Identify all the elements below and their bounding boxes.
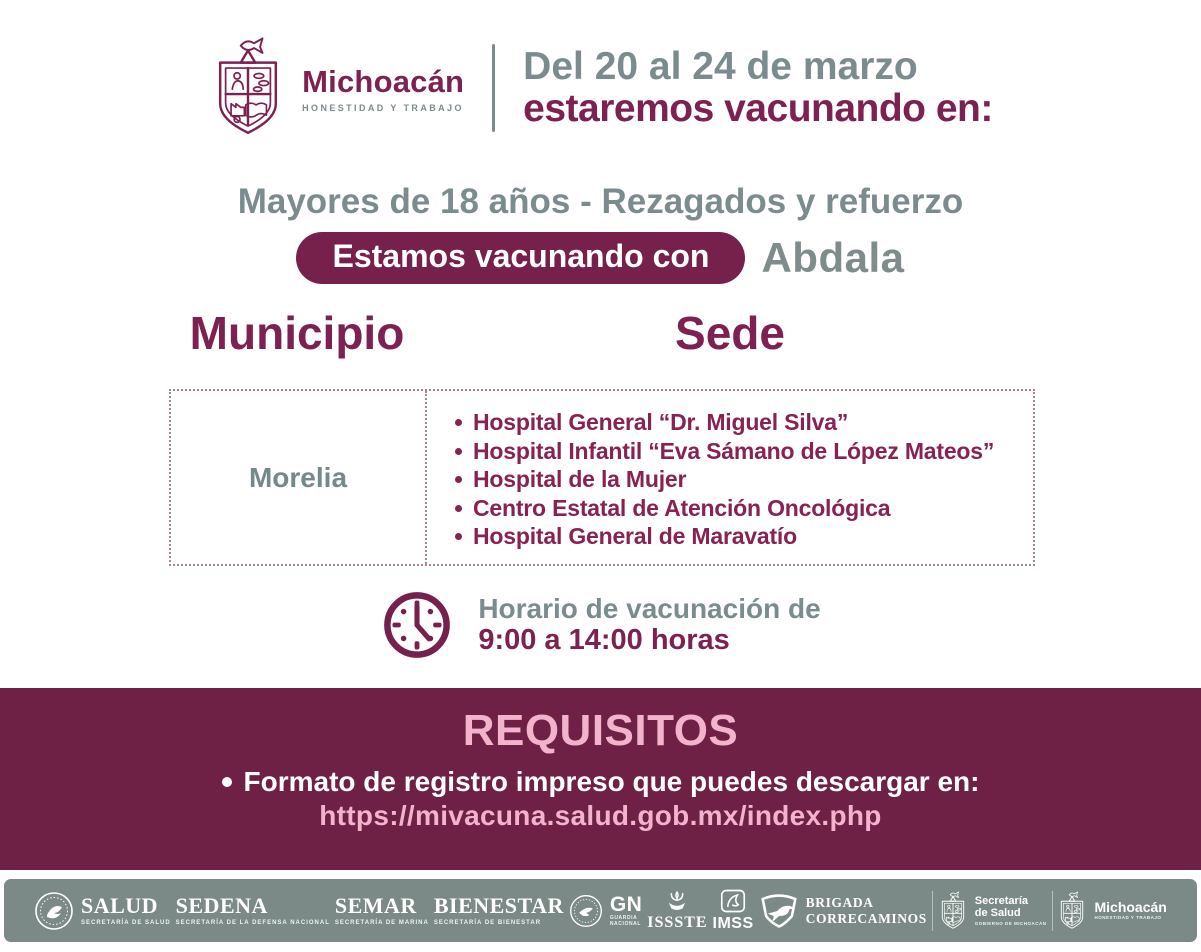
institution-logo-bar	[4, 879, 1197, 942]
brand-name: Michoacán	[302, 63, 465, 99]
logo-bienestar	[434, 895, 564, 926]
header	[0, 36, 1201, 140]
logo-title: ISSSTE	[647, 913, 708, 931]
clock-icon	[380, 588, 454, 662]
vaccine-row	[0, 232, 1201, 284]
michoacan-brand	[208, 36, 464, 140]
date-range: Del 20 al 24 de marzo	[523, 44, 918, 88]
logo-sedena	[176, 895, 330, 926]
logo-salud	[34, 891, 171, 931]
logo-separator	[932, 891, 933, 931]
logo-subtitle: SECRETARÍA DE LA DEFENSA NACIONAL	[175, 920, 330, 926]
sede-item: Hospital de la Mujer	[453, 465, 1023, 494]
requirement-text: Formato de registro impreso que puedes descargar en:	[243, 766, 980, 797]
logo-subtitle: SECRETARÍA DE BIENESTAR	[433, 920, 542, 926]
requirements-section	[0, 688, 1201, 870]
logo-title: IMSS	[712, 914, 754, 932]
logo-title: SALUD	[81, 893, 159, 918]
bullet-icon	[222, 777, 232, 787]
announcement-line: estaremos vacunando en:	[523, 87, 993, 130]
vaccine-name: Abdala	[761, 234, 905, 281]
logo-subtitle: SECRETARÍA DE SALUD	[81, 920, 171, 926]
correcaminos-shield-icon	[759, 893, 799, 929]
requirement-item	[222, 766, 980, 798]
logo-title: BIENESTAR	[433, 893, 564, 918]
vaccinating-with-pill: Estamos vacunando con	[296, 232, 745, 284]
logo-issste	[647, 890, 707, 932]
municipio-header: Municipio	[189, 307, 405, 359]
logo-michoacan-gobierno	[1057, 891, 1166, 931]
header-divider	[492, 44, 495, 132]
logo-brigada-correcaminos	[759, 893, 927, 929]
header-title	[523, 46, 993, 130]
guardia-nacional-seal-icon	[569, 894, 603, 928]
sede-item: Hospital General de Maravatío	[453, 522, 1023, 551]
logo-title: BRIGADA CORRECAMINOS	[805, 894, 927, 926]
sede-item: Hospital Infantil “Eva Sámano de López Mateos”	[453, 437, 1023, 466]
municipio-cell: Morelia	[248, 461, 348, 493]
logo-subtitle: HONESTIDAD Y TRABAJO	[1094, 915, 1162, 921]
registration-url[interactable]: https://mivacuna.salud.gob.mx/index.php	[319, 800, 882, 831]
logo-imss	[713, 889, 754, 933]
michoacan-coat-of-arms-icon	[938, 891, 968, 931]
requirements-title: REQUISITOS	[462, 706, 739, 755]
logo-subtitle: GOBIERNO DE MICHOACÁN	[974, 920, 1047, 926]
logo-title: GN	[609, 892, 643, 916]
logo-subtitle: SECRETARÍA DE MARINA	[334, 920, 429, 926]
imss-emblem-icon	[720, 889, 746, 913]
audience-subtitle: Mayores de 18 años - Rezagados y refuerzo	[237, 182, 964, 221]
logo-semar	[335, 895, 429, 926]
sede-header: Sede	[675, 307, 785, 359]
logo-title: Michoacán	[1094, 899, 1167, 916]
logo-subtitle: GUARDIA NACIONAL	[609, 914, 642, 927]
sede-item: Centro Estatal de Atención Oncológica	[453, 494, 1023, 523]
michoacan-coat-of-arms-icon	[1057, 891, 1087, 931]
logo-title: SEDENA	[175, 893, 268, 918]
logo-secretaria-salud-michoacan	[938, 891, 1047, 931]
brand-text	[302, 64, 464, 113]
logo-title: SEMAR	[334, 893, 417, 918]
logo-title: Secretaría de Salud	[974, 894, 1028, 920]
vaccination-table	[169, 389, 1035, 566]
michoacan-coat-of-arms-icon	[208, 36, 288, 140]
sede-list	[425, 391, 1033, 564]
schedule-row	[0, 588, 1201, 662]
sede-item: Hospital General “Dr. Miguel Silva”	[453, 408, 1023, 437]
logo-separator	[1052, 891, 1053, 931]
table-column-headers	[169, 306, 1035, 360]
schedule-hours: 9:00 a 14:00 horas	[478, 624, 730, 657]
eagle-seal-icon	[34, 891, 74, 931]
brand-tagline: HONESTIDAD Y TRABAJO	[302, 102, 464, 113]
schedule-text	[478, 593, 820, 657]
logo-guardia-nacional	[569, 894, 643, 928]
issste-emblem-icon	[664, 890, 690, 912]
schedule-label: Horario de vacunación de	[478, 593, 821, 625]
